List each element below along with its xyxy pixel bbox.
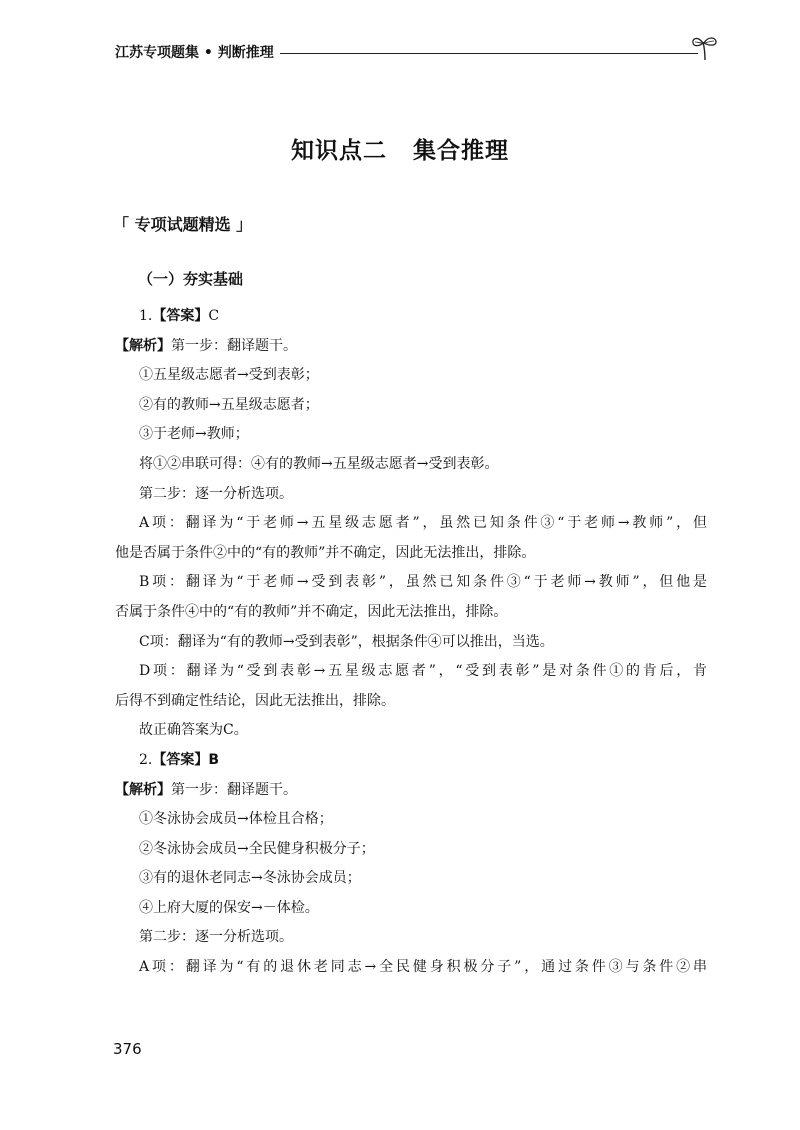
- page-header: [115, 40, 720, 64]
- q1-option-b-line-1: B项：翻译为“于老师→受到表彰”，虽然已知条件③“于老师→教师”，但他是: [139, 574, 707, 591]
- q1-option-b-line-2: 否属于条件④中的“有的教师”并不确定，因此无法推出，排除。: [115, 603, 508, 620]
- q1-option-c-line-1: C项：翻译为“有的教师→受到表彰”，根据条件④可以推出，当选。: [139, 633, 554, 650]
- subsection-heading: （一）夯实基础: [138, 270, 244, 288]
- q1-analysis-line: [115, 332, 707, 362]
- q1-option-a-line-2: 他是否属于条件②中的“有的教师”并不确定，因此无法推出，排除。: [115, 544, 536, 561]
- q1-condition-2: ②有的教师→五星级志愿者；: [139, 396, 319, 413]
- q1-answer-tag: 【答案】: [152, 308, 209, 324]
- q2-option-a-line-1: A项：翻译为“有的退休老同志→全民健身积极分子”，通过条件③与条件②串: [139, 959, 707, 976]
- header-title: 江苏专项题集 • 判断推理: [115, 45, 274, 61]
- q1-analysis-step1: 第一步：翻译题干。: [171, 337, 297, 354]
- q2-condition-4: ④上府大厦的保安→－体检。: [139, 899, 319, 916]
- q2-answer-tag: 【答案】: [152, 751, 209, 768]
- q1-condition-1: ①五星级志愿者→受到表彰；: [139, 367, 319, 384]
- q2-condition-3: ③有的退休老同志→冬泳协会成员；: [139, 870, 361, 887]
- q1-answer-value: C: [208, 308, 220, 324]
- q1-answer-line: [115, 302, 707, 332]
- q2-step-2: 第二步：逐一分析选项。: [139, 929, 293, 946]
- q1-condition-4: 将①②串联可得：④有的教师→五星级志愿者→受到表彰。: [139, 455, 499, 472]
- q2-answer-line: [115, 746, 707, 776]
- q1-option-a-line-1: A项：翻译为“于老师→五星级志愿者”，虽然已知条件③“于老师→教师”，但: [139, 515, 707, 532]
- title-part-1: 知识点二: [291, 138, 387, 164]
- sprout-icon: [690, 34, 720, 62]
- q2-analysis-line: [115, 776, 707, 806]
- page-number: 376: [113, 1040, 142, 1058]
- q1-step-2: 第二步：逐一分析选项。: [139, 485, 293, 502]
- q1-number: 1.: [139, 308, 153, 324]
- q1-option-d-line-2: 后得不到确定性结论，因此无法推出，排除。: [115, 692, 395, 709]
- q2-condition-2: ②冬泳协会成员→全民健身积极分子；: [139, 840, 375, 857]
- q1-conclusion: 故正确答案为C。: [139, 722, 248, 739]
- header-rule: [280, 53, 698, 54]
- q2-condition-1: ①冬泳协会成员→体检且合格；: [139, 811, 333, 828]
- q1-analysis-tag: 【解析】: [115, 337, 171, 354]
- answer-body: [115, 302, 707, 983]
- q2-answer-value: B: [208, 751, 220, 768]
- q1-option-d-line-1: D项：翻译为“受到表彰→五星级志愿者”，“受到表彰”是对条件①的肯后，肯: [139, 663, 707, 680]
- section-heading: 「 专项试题精选 」: [113, 215, 253, 234]
- q2-analysis-tag: 【解析】: [115, 781, 171, 798]
- q2-analysis-step1: 第一步：翻译题干。: [171, 781, 297, 798]
- page-title: [0, 132, 800, 165]
- title-part-2: 集合推理: [413, 138, 509, 164]
- q1-condition-3: ③于老师→教师；: [139, 426, 249, 443]
- q2-number: 2.: [139, 751, 153, 768]
